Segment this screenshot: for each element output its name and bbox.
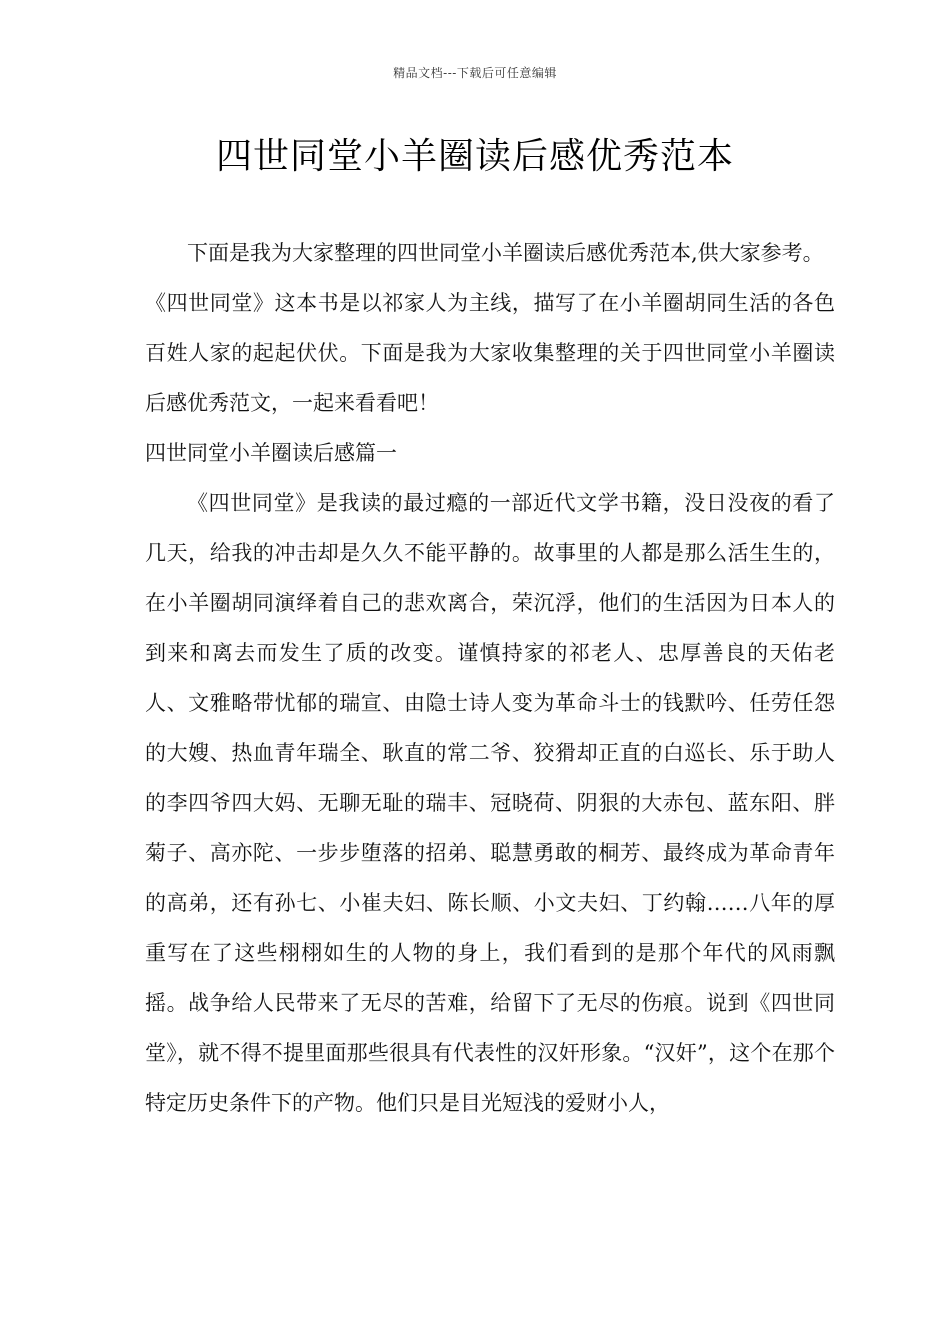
header-note: 精品文档---下载后可任意编辑 [393, 66, 557, 80]
intro-paragraph: 下面是我为大家整理的四世同堂小羊圈读后感优秀范本,供大家参考。 [187, 241, 824, 265]
document-body [145, 228, 835, 1128]
summary-paragraph: 《四世同堂》这本书是以祁家人为主线，描写了在小羊圈胡同生活的各色百姓人家的起起伏伏。下面是我为大家收集整理的关于四世同堂小羊圈读后感优秀范文，一起来看看吧！ [145, 291, 835, 415]
essay-paragraph: 《四世同堂》是我读的最过瘾的一部近代文学书籍，没日没夜的看了几天，给我的冲击却是久久不能平静的。故事里的人都是那么活生生的，在小羊圈胡同演绎着自己的悲欢离合，荣沉浮，他们的生活因为日本人的到来和离去而发生了质的改变。谨慎持家的祁老人、忠厚善良的天佑老人、文雅略带忧郁的瑞宣、由隐士诗人变为革命斗士的钱默吟、任劳任怨的大嫂、热血青年瑞全、耿直的常二爷、狡猾却正直的白巡长、乐于助人的李四爷四大妈、无聊无耻的瑞丰、冠晓荷、阴狠的大赤包、蓝东阳、胖菊子、高亦陀、一步步堕落的招弟、聪慧勇敢的桐芳、最终成为革命青年的高弟，还有孙七、小崔夫妇、陈长顺、小文夫妇、丁约翰……八年的厚重写在了这些栩栩如生的人物的身上，我们看到的是那个年代的风雨飘摇。战争给人民带来了无尽的苦难，给留下了无尽的伤痕。说到《四世同堂》，就不得不提里面那些很具有代表性的汉奸形象。“汉奸”，这个在那个特定历史条件下的产物。他们只是目光短浅的爱财小人， [145, 491, 835, 1115]
section-heading: 四世同堂小羊圈读后感篇一 [145, 441, 397, 465]
document-title: 四世同堂小羊圈读后感优秀范本 [215, 136, 734, 177]
